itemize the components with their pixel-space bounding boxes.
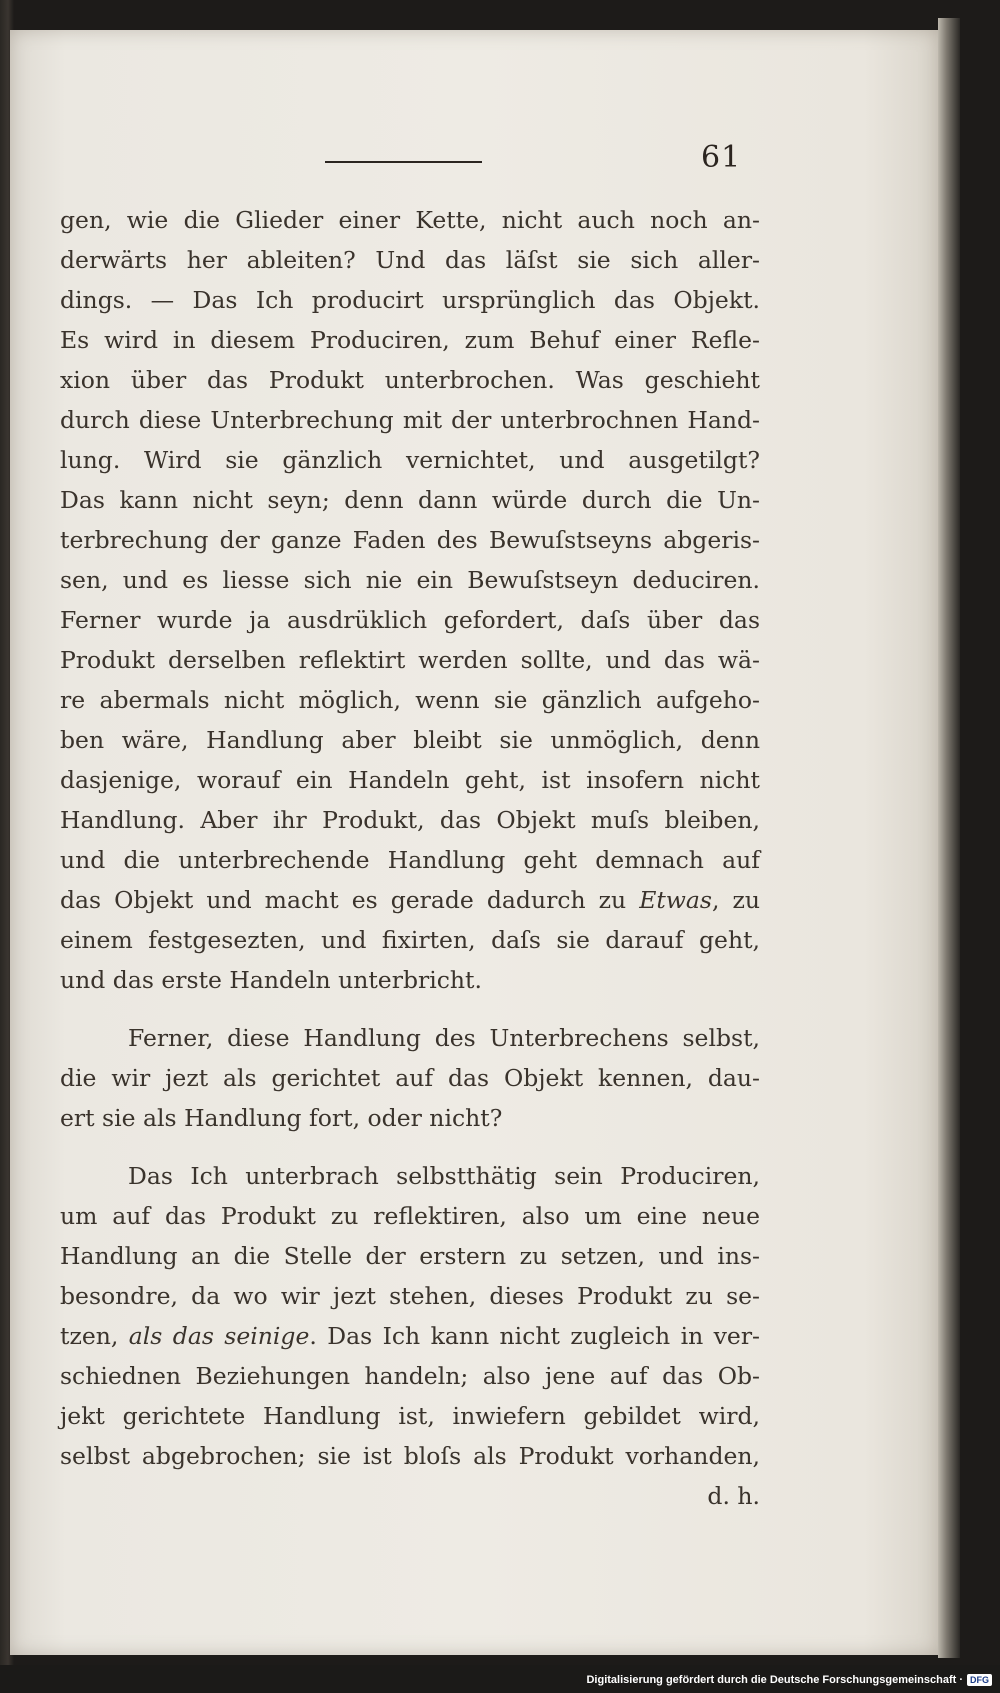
text-line: Das Ich unterbrach selbstthätig sein Produciren,: [128, 1162, 760, 1190]
text-line: derwärts her ableiten? Und das läſst sie sich aller-: [60, 246, 760, 274]
dfg-logo-icon: DFG: [967, 1674, 992, 1686]
text-line: durch diese Unterbrechung mit der unterbrochnen Hand-: [60, 406, 760, 434]
text-line: re abermals nicht möglich, wenn sie gänzlich aufgeho-: [60, 686, 760, 714]
text-line: jekt gerichtete Handlung ist, inwiefern gebildet wird,: [60, 1402, 760, 1430]
text-line: Handlung an die Stelle der erstern zu setzen, und ins-: [60, 1242, 760, 1270]
text-line: xion über das Produkt unterbrochen. Was geschieht: [60, 366, 760, 394]
text-line: dasjenige, worauf ein Handeln geht, ist insofern nicht: [60, 766, 760, 794]
text-line: ben wäre, Handlung aber bleibt sie unmöglich, denn: [60, 726, 760, 754]
page-text: [60, 200, 760, 1516]
text-line: dings. — Das Ich producirt ursprünglich das Objekt.: [60, 286, 760, 314]
text-line: um auf das Produkt zu reflektiren, also um eine neue: [60, 1202, 760, 1230]
text-line: und das erste Handeln unterbricht.: [60, 966, 482, 994]
text-line: Ferner wurde ja ausdrüklich gefordert, daſs über das: [60, 606, 760, 634]
emphasis: als das seinige: [128, 1322, 310, 1350]
text-line: Ferner, diese Handlung des Unterbrechens selbst,: [128, 1024, 760, 1052]
text-line: Produkt derselben reflektirt werden sollte, und das wä-: [60, 646, 760, 674]
text-line: das Objekt und macht es gerade dadurch zu Etwas, zu: [60, 886, 760, 914]
text-line: Es wird in diesem Produciren, zum Behuf einer Refle-: [60, 326, 760, 354]
footer-text: Digitalisierung gefördert durch die Deutsche Forschungsgemeinschaft ·: [586, 1674, 963, 1686]
text-line: tzen, als das seinige. Das Ich kann nicht zugleich in ver-: [60, 1322, 760, 1350]
paragraph: [60, 1018, 760, 1138]
catchword: d. h.: [707, 1482, 760, 1510]
text-line: selbst abgebrochen; sie ist bloſs als Produkt vorhanden,: [60, 1442, 760, 1470]
text-line: ert sie als Handlung fort, oder nicht?: [60, 1104, 503, 1132]
text-line: gen, wie die Glieder einer Kette, nicht auch noch an-: [60, 206, 760, 234]
text-line: besondre, da wo wir jezt stehen, dieses Produkt zu se-: [60, 1282, 760, 1310]
page-number: 61: [701, 140, 742, 175]
text-line: terbrechung der ganze Faden des Bewuſstseyns abgeris-: [60, 526, 760, 554]
text-line: die wir jezt als gerichtet auf das Objekt kennen, dau-: [60, 1064, 760, 1092]
text-line: und die unterbrechende Handlung geht demnach auf: [60, 846, 760, 874]
emphasis: Etwas: [639, 886, 712, 914]
text-line: Handlung. Aber ihr Produkt, das Objekt muſs bleiben,: [60, 806, 760, 834]
text-line: Das kann nicht seyn; denn dann würde durch die Un-: [60, 486, 760, 514]
paragraph: [60, 1156, 760, 1476]
text-line: einem festgesezten, und fixirten, daſs sie darauf geht,: [60, 926, 760, 954]
text-line: lung. Wird sie gänzlich vernichtet, und ausgetilgt?: [60, 446, 760, 474]
text-line: schiednen Beziehungen handeln; also jene auf das Ob-: [60, 1362, 760, 1390]
book-edge: [938, 18, 960, 1658]
header-rule: [325, 161, 482, 163]
text-line: sen, und es liesse sich nie ein Bewuſstseyn deduciren.: [60, 566, 760, 594]
digitization-footer: [586, 1674, 992, 1686]
paragraph: [60, 200, 760, 1000]
